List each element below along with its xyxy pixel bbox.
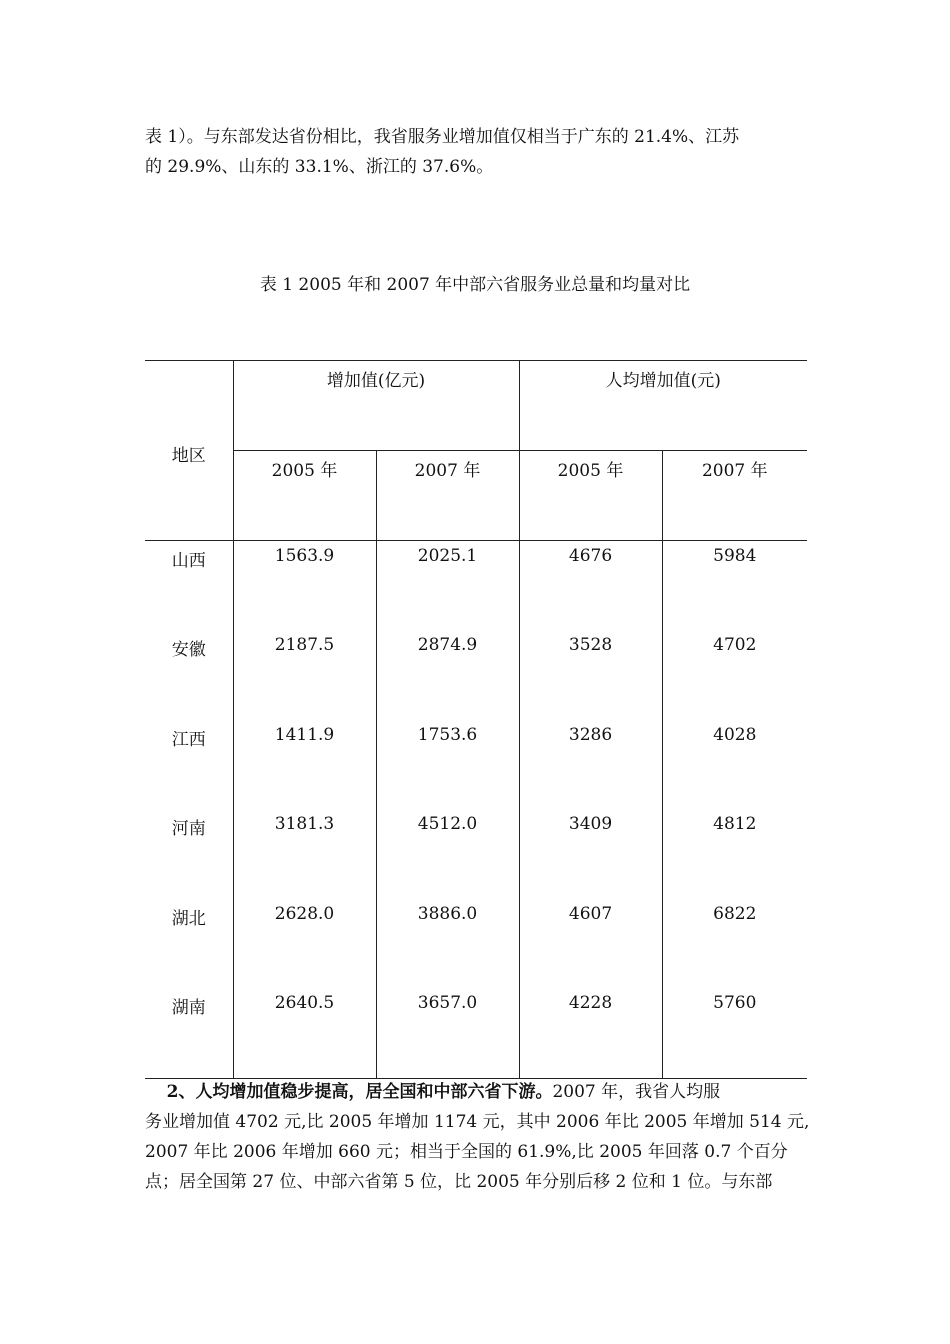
value-cell: 3886.0 <box>376 899 519 989</box>
value-cell: 1411.9 <box>233 720 376 810</box>
value-cell: 2025.1 <box>376 541 519 631</box>
value-added-header: 增加值(亿元) <box>233 361 519 451</box>
value-cell: 5984 <box>662 541 807 631</box>
section-2-line-1-text: 2007 年，我省人均服 <box>552 1082 721 1102</box>
table-row <box>145 541 807 631</box>
year-header: 2007 年 <box>376 451 519 541</box>
value-cell: 3657.0 <box>376 988 519 1078</box>
table-row <box>145 630 807 720</box>
value-cell: 4512.0 <box>376 809 519 899</box>
value-cell: 2628.0 <box>233 899 376 989</box>
table-row <box>145 899 807 989</box>
region-cell: 安徽 <box>171 640 206 660</box>
region-cell: 湖北 <box>171 908 206 929</box>
section-2-paragraph <box>145 1077 810 1197</box>
intro-paragraph <box>145 122 810 182</box>
table-year-row <box>145 451 807 541</box>
value-cell: 2640.5 <box>233 988 376 1078</box>
value-cell: 3528 <box>519 630 662 720</box>
value-cell: 5760 <box>662 988 807 1078</box>
table-row <box>145 988 807 1078</box>
value-cell: 3409 <box>519 809 662 899</box>
year-header: 2007 年 <box>662 451 807 541</box>
value-cell: 2187.5 <box>233 630 376 720</box>
value-cell: 4812 <box>662 809 807 899</box>
region-cell: 湖南 <box>145 988 233 1078</box>
services-comparison-table <box>145 360 807 1079</box>
region-cell: 江西 <box>171 729 206 750</box>
section-2-heading: 2、人均增加值稳步提高，居全国和中部六省下游。 <box>166 1082 553 1102</box>
region-cell: 河南 <box>171 819 206 839</box>
table-caption: 表 1 2005 年和 2007 年中部六省服务业总量和均量对比 <box>259 275 691 295</box>
value-cell: 6822 <box>662 899 807 989</box>
value-cell: 1563.9 <box>233 541 376 631</box>
value-cell: 4607 <box>519 899 662 989</box>
section-2-line-3: 2007 年比 2006 年增加 660 元；相当于全国的 61.9%,比 2005 年回落 0.7 个百分 <box>145 1142 788 1162</box>
section-2-line-4: 点；居全国第 27 位、中部六省第 5 位，比 2005 年分别后移 2 位和 1 位。与东部 <box>145 1172 773 1192</box>
table-header-row <box>145 361 807 451</box>
per-capita-header: 人均增加值(元) <box>519 361 807 451</box>
value-cell: 4228 <box>519 988 662 1078</box>
value-cell: 1753.6 <box>376 720 519 810</box>
value-cell: 4028 <box>662 720 807 810</box>
table-row <box>145 809 807 899</box>
section-2-line-1 <box>145 1077 810 1107</box>
value-cell: 4702 <box>662 630 807 720</box>
year-header: 2005 年 <box>233 451 376 541</box>
region-header: 地区 <box>145 361 233 541</box>
table-row <box>145 720 807 810</box>
value-cell: 3286 <box>519 720 662 810</box>
intro-line-2: 的 29.9%、山东的 33.1%、浙江的 37.6%。 <box>145 157 494 177</box>
value-cell: 3181.3 <box>233 809 376 899</box>
value-cell: 4676 <box>519 541 662 631</box>
intro-line-1: 表 1）。与东部发达省份相比，我省服务业增加值仅相当于广东的 21.4%、江苏 <box>145 127 740 147</box>
value-cell: 2874.9 <box>376 630 519 720</box>
year-header: 2005 年 <box>519 451 662 541</box>
section-2-line-2: 务业增加值 4702 元,比 2005 年增加 1174 元，其中 2006 年比 2005 年增加 514 元, <box>145 1112 810 1132</box>
region-cell: 山西 <box>171 551 206 571</box>
